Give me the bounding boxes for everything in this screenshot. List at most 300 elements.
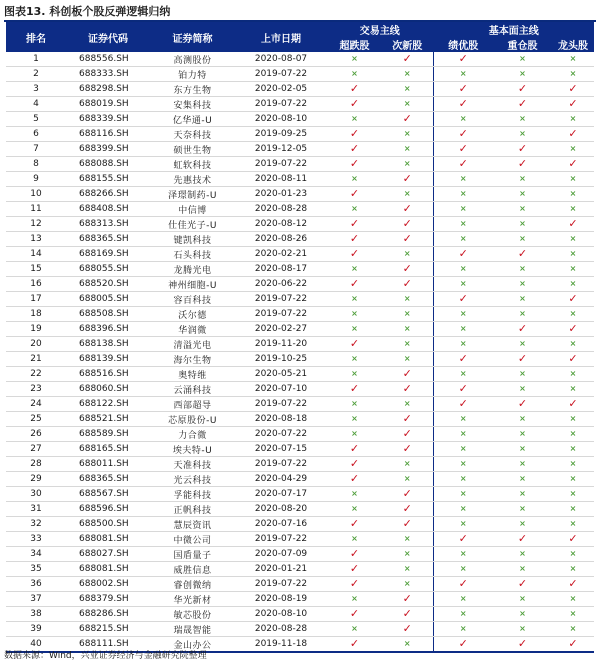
- rank-cell: 33: [6, 532, 66, 547]
- new-stock-cell: [382, 397, 433, 412]
- new-stock-cell: [382, 577, 433, 592]
- cross-icon: ×: [459, 339, 467, 348]
- rank-cell: 17: [6, 292, 66, 307]
- rank-cell: 2: [6, 67, 66, 82]
- performance-cell: [433, 142, 493, 157]
- cross-icon: ×: [403, 144, 411, 153]
- cross-icon: ×: [519, 624, 526, 633]
- oversold-cell: [327, 577, 382, 592]
- new-stock-cell: [382, 442, 433, 457]
- date-cell: 2020-07-10: [235, 382, 327, 397]
- code-cell: 688139.SH: [66, 352, 150, 367]
- cross-icon: ×: [519, 414, 526, 423]
- performance-cell: [433, 382, 493, 397]
- performance-cell: [433, 97, 493, 112]
- leader-cell: [552, 397, 594, 412]
- heavy-cell: [493, 427, 552, 442]
- oversold-cell: [327, 472, 382, 487]
- rank-cell: 10: [6, 187, 66, 202]
- new-stock-cell: [382, 382, 433, 397]
- oversold-cell: [327, 262, 382, 277]
- name-cell: 华润微: [150, 322, 235, 337]
- check-icon: ✓: [349, 127, 360, 140]
- heavy-cell: [493, 97, 552, 112]
- check-icon: ✓: [568, 322, 578, 335]
- date-cell: 2020-08-12: [235, 217, 327, 232]
- table-row: [6, 307, 594, 322]
- table-row: [6, 412, 594, 427]
- new-stock-cell: [382, 67, 433, 82]
- check-icon: ✓: [458, 382, 468, 395]
- cross-icon: ×: [351, 534, 358, 543]
- oversold-cell: [327, 97, 382, 112]
- check-icon: ✓: [458, 352, 468, 365]
- code-cell: 688060.SH: [66, 382, 150, 397]
- cross-icon: ×: [569, 429, 577, 438]
- header-row-top: [6, 22, 594, 37]
- rank-cell: 14: [6, 247, 66, 262]
- check-icon: ✓: [568, 217, 578, 230]
- heavy-cell: [493, 352, 552, 367]
- oversold-cell: [327, 547, 382, 562]
- check-icon: ✓: [568, 532, 578, 545]
- oversold-cell: [327, 352, 382, 367]
- leader-cell: [552, 217, 594, 232]
- leader-cell: [552, 202, 594, 217]
- oversold-cell: [327, 457, 382, 472]
- name-cell: 芯原股份-U: [150, 412, 235, 427]
- rank-cell: 16: [6, 277, 66, 292]
- name-cell: 石头科技: [150, 247, 235, 262]
- cross-icon: ×: [403, 549, 411, 558]
- performance-cell: [433, 322, 493, 337]
- check-icon: ✓: [402, 382, 412, 395]
- leader-cell: [552, 622, 594, 637]
- check-icon: ✓: [458, 577, 468, 590]
- performance-cell: [433, 277, 493, 292]
- new-stock-cell: [382, 247, 433, 262]
- source-note: 数据来源：Wind，兴业证券经济与金融研究院整理: [4, 651, 207, 661]
- performance-cell: [433, 352, 493, 367]
- date-cell: 2020-05-21: [235, 367, 327, 382]
- new-stock-cell: [382, 232, 433, 247]
- oversold-cell: [327, 592, 382, 607]
- new-stock-cell: [382, 487, 433, 502]
- rank-cell: 24: [6, 397, 66, 412]
- code-cell: 688081.SH: [66, 532, 150, 547]
- new-stock-cell: [382, 142, 433, 157]
- leader-cell: [552, 262, 594, 277]
- check-icon: ✓: [458, 157, 468, 170]
- check-icon: ✓: [402, 607, 412, 620]
- cross-icon: ×: [403, 639, 411, 648]
- cross-icon: ×: [459, 264, 467, 273]
- check-icon: ✓: [517, 247, 528, 260]
- cross-icon: ×: [459, 624, 467, 633]
- heavy-cell: [493, 382, 552, 397]
- heavy-cell: [493, 502, 552, 517]
- oversold-cell: [327, 202, 382, 217]
- leader-cell: [552, 187, 594, 202]
- table-row: [6, 517, 594, 532]
- code-cell: 688005.SH: [66, 292, 150, 307]
- heavy-cell: [493, 637, 552, 653]
- cross-icon: ×: [403, 309, 411, 318]
- leader-cell: [552, 97, 594, 112]
- code-cell: 688215.SH: [66, 622, 150, 637]
- code-cell: 688556.SH: [66, 52, 150, 67]
- name-cell: 力合微: [150, 427, 235, 442]
- cross-icon: ×: [569, 549, 577, 558]
- performance-cell: [433, 607, 493, 622]
- leader-cell: [552, 322, 594, 337]
- leader-cell: [552, 172, 594, 187]
- name-cell: 亿华通-U: [150, 112, 235, 127]
- new-stock-cell: [382, 187, 433, 202]
- header-oversold: 超跌股: [327, 37, 382, 52]
- cross-icon: ×: [519, 489, 526, 498]
- oversold-cell: [327, 322, 382, 337]
- date-cell: 2019-12-05: [235, 142, 327, 157]
- cross-icon: ×: [569, 189, 577, 198]
- code-cell: 688111.SH: [66, 637, 150, 653]
- check-icon: ✓: [402, 52, 412, 65]
- name-cell: 高测股份: [150, 52, 235, 67]
- performance-cell: [433, 202, 493, 217]
- table-row: [6, 172, 594, 187]
- performance-cell: [433, 67, 493, 82]
- code-cell: 688596.SH: [66, 502, 150, 517]
- performance-cell: [433, 487, 493, 502]
- cross-icon: ×: [351, 429, 358, 438]
- table-row: [6, 502, 594, 517]
- rank-cell: 22: [6, 367, 66, 382]
- cross-icon: ×: [351, 204, 358, 213]
- header-new-stock: 次新股: [382, 37, 433, 52]
- check-icon: ✓: [349, 382, 360, 395]
- performance-cell: [433, 82, 493, 97]
- cross-icon: ×: [519, 189, 526, 198]
- table-row: [6, 97, 594, 112]
- rank-cell: 11: [6, 202, 66, 217]
- cross-icon: ×: [351, 504, 358, 513]
- rank-cell: 4: [6, 97, 66, 112]
- date-cell: 2020-08-20: [235, 502, 327, 517]
- heavy-cell: [493, 592, 552, 607]
- heavy-cell: [493, 487, 552, 502]
- cross-icon: ×: [459, 114, 467, 123]
- check-icon: ✓: [458, 292, 468, 305]
- cross-icon: ×: [351, 174, 358, 183]
- rank-cell: 23: [6, 382, 66, 397]
- cross-icon: ×: [403, 579, 411, 588]
- cross-icon: ×: [569, 174, 577, 183]
- rank-cell: 13: [6, 232, 66, 247]
- name-cell: 威胜信息: [150, 562, 235, 577]
- oversold-cell: [327, 307, 382, 322]
- cross-icon: ×: [459, 174, 467, 183]
- oversold-cell: [327, 247, 382, 262]
- table-row: [6, 382, 594, 397]
- rank-cell: 12: [6, 217, 66, 232]
- leader-cell: [552, 142, 594, 157]
- performance-cell: [433, 442, 493, 457]
- cross-icon: ×: [351, 294, 358, 303]
- heavy-cell: [493, 442, 552, 457]
- table-row: [6, 127, 594, 142]
- rank-cell: 34: [6, 547, 66, 562]
- code-cell: 688088.SH: [66, 157, 150, 172]
- code-cell: 688520.SH: [66, 277, 150, 292]
- cross-icon: ×: [403, 534, 411, 543]
- cross-icon: ×: [569, 54, 577, 63]
- heavy-cell: [493, 472, 552, 487]
- performance-cell: [433, 217, 493, 232]
- check-icon: ✓: [458, 532, 468, 545]
- date-cell: 2019-07-22: [235, 157, 327, 172]
- table-row: [6, 622, 594, 637]
- new-stock-cell: [382, 172, 433, 187]
- cross-icon: ×: [569, 309, 577, 318]
- cross-icon: ×: [569, 459, 577, 468]
- performance-cell: [433, 622, 493, 637]
- heavy-cell: [493, 292, 552, 307]
- cross-icon: ×: [519, 564, 526, 573]
- check-icon: ✓: [517, 157, 528, 170]
- check-icon: ✓: [568, 577, 578, 590]
- rank-cell: 6: [6, 127, 66, 142]
- check-icon: ✓: [517, 352, 528, 365]
- check-icon: ✓: [458, 97, 468, 110]
- cross-icon: ×: [519, 294, 526, 303]
- leader-cell: [552, 517, 594, 532]
- new-stock-cell: [382, 457, 433, 472]
- name-cell: 海尔生物: [150, 352, 235, 367]
- cross-icon: ×: [403, 99, 411, 108]
- name-cell: 东方生物: [150, 82, 235, 97]
- check-icon: ✓: [568, 157, 578, 170]
- heavy-cell: [493, 277, 552, 292]
- cross-icon: ×: [569, 609, 577, 618]
- rank-cell: 7: [6, 142, 66, 157]
- table-row: [6, 217, 594, 232]
- rank-cell: 36: [6, 577, 66, 592]
- code-cell: 688500.SH: [66, 517, 150, 532]
- table-row: [6, 322, 594, 337]
- date-cell: 2020-08-26: [235, 232, 327, 247]
- cross-icon: ×: [459, 204, 467, 213]
- leader-cell: [552, 442, 594, 457]
- name-cell: 龙腾光电: [150, 262, 235, 277]
- cross-icon: ×: [351, 414, 358, 423]
- check-icon: ✓: [517, 142, 528, 155]
- check-icon: ✓: [402, 412, 412, 425]
- new-stock-cell: [382, 112, 433, 127]
- oversold-cell: [327, 112, 382, 127]
- cross-icon: ×: [569, 489, 577, 498]
- code-cell: 688116.SH: [66, 127, 150, 142]
- check-icon: ✓: [349, 472, 360, 485]
- cross-icon: ×: [459, 279, 467, 288]
- cross-icon: ×: [351, 264, 358, 273]
- heavy-cell: [493, 307, 552, 322]
- cross-icon: ×: [569, 69, 577, 78]
- cross-icon: ×: [519, 204, 526, 213]
- name-cell: 键凯科技: [150, 232, 235, 247]
- cross-icon: ×: [403, 399, 411, 408]
- heavy-cell: [493, 517, 552, 532]
- cross-icon: ×: [459, 489, 467, 498]
- rank-cell: 5: [6, 112, 66, 127]
- date-cell: 2020-08-10: [235, 607, 327, 622]
- table-row: [6, 472, 594, 487]
- oversold-cell: [327, 517, 382, 532]
- code-cell: 688266.SH: [66, 187, 150, 202]
- cross-icon: ×: [519, 54, 526, 63]
- check-icon: ✓: [349, 562, 360, 575]
- new-stock-cell: [382, 607, 433, 622]
- table-row: [6, 187, 594, 202]
- cross-icon: ×: [459, 594, 467, 603]
- rank-cell: 30: [6, 487, 66, 502]
- table-row: [6, 367, 594, 382]
- leader-cell: [552, 502, 594, 517]
- new-stock-cell: [382, 547, 433, 562]
- date-cell: 2019-07-22: [235, 457, 327, 472]
- table-row: [6, 67, 594, 82]
- oversold-cell: [327, 487, 382, 502]
- rank-cell: 1: [6, 52, 66, 67]
- name-cell: 容百科技: [150, 292, 235, 307]
- code-cell: 688365.SH: [66, 472, 150, 487]
- code-cell: 688589.SH: [66, 427, 150, 442]
- code-cell: 688155.SH: [66, 172, 150, 187]
- cross-icon: ×: [519, 609, 526, 618]
- rank-cell: 39: [6, 622, 66, 637]
- cross-icon: ×: [403, 354, 411, 363]
- oversold-cell: [327, 502, 382, 517]
- cross-icon: ×: [459, 549, 467, 558]
- code-cell: 688019.SH: [66, 97, 150, 112]
- cross-icon: ×: [351, 489, 358, 498]
- code-cell: 688138.SH: [66, 337, 150, 352]
- check-icon: ✓: [402, 172, 412, 185]
- performance-cell: [433, 397, 493, 412]
- rank-cell: 35: [6, 562, 66, 577]
- name-cell: 慧辰资讯: [150, 517, 235, 532]
- name-cell: 华光新材: [150, 592, 235, 607]
- new-stock-cell: [382, 337, 433, 352]
- performance-cell: [433, 472, 493, 487]
- performance-cell: [433, 532, 493, 547]
- leader-cell: [552, 637, 594, 653]
- table-row: [6, 157, 594, 172]
- check-icon: ✓: [349, 517, 360, 530]
- cross-icon: ×: [569, 114, 577, 123]
- check-icon: ✓: [349, 457, 360, 470]
- name-cell: 中微公司: [150, 532, 235, 547]
- check-icon: ✓: [402, 502, 412, 515]
- cross-icon: ×: [351, 114, 358, 123]
- cross-icon: ×: [403, 189, 411, 198]
- header-rank: 排名: [6, 22, 66, 52]
- check-icon: ✓: [349, 232, 360, 245]
- cross-icon: ×: [459, 189, 467, 198]
- check-icon: ✓: [402, 622, 412, 635]
- performance-cell: [433, 427, 493, 442]
- leader-cell: [552, 157, 594, 172]
- check-icon: ✓: [458, 82, 468, 95]
- cross-icon: ×: [569, 564, 577, 573]
- leader-cell: [552, 382, 594, 397]
- leader-cell: [552, 352, 594, 367]
- name-cell: 光云科技: [150, 472, 235, 487]
- rank-cell: 32: [6, 517, 66, 532]
- new-stock-cell: [382, 637, 433, 653]
- check-icon: ✓: [458, 142, 468, 155]
- name-cell: 云涌科技: [150, 382, 235, 397]
- new-stock-cell: [382, 97, 433, 112]
- date-cell: 2020-06-22: [235, 277, 327, 292]
- code-cell: 688567.SH: [66, 487, 150, 502]
- cross-icon: ×: [351, 624, 358, 633]
- table-row: [6, 427, 594, 442]
- heavy-cell: [493, 607, 552, 622]
- performance-cell: [433, 367, 493, 382]
- table-row: [6, 232, 594, 247]
- name-cell: 清溢光电: [150, 337, 235, 352]
- leader-cell: [552, 112, 594, 127]
- check-icon: ✓: [517, 397, 528, 410]
- heavy-cell: [493, 157, 552, 172]
- cross-icon: ×: [569, 624, 577, 633]
- cross-icon: ×: [569, 594, 577, 603]
- leader-cell: [552, 427, 594, 442]
- performance-cell: [433, 157, 493, 172]
- heavy-cell: [493, 67, 552, 82]
- new-stock-cell: [382, 217, 433, 232]
- rank-cell: 37: [6, 592, 66, 607]
- new-stock-cell: [382, 82, 433, 97]
- name-cell: 埃夫特-U: [150, 442, 235, 457]
- name-cell: 沃尔德: [150, 307, 235, 322]
- new-stock-cell: [382, 532, 433, 547]
- new-stock-cell: [382, 517, 433, 532]
- code-cell: 688408.SH: [66, 202, 150, 217]
- heavy-cell: [493, 127, 552, 142]
- performance-cell: [433, 247, 493, 262]
- rebound-logic-table: [6, 22, 594, 653]
- date-cell: 2020-01-21: [235, 562, 327, 577]
- cross-icon: ×: [519, 549, 526, 558]
- code-cell: 688339.SH: [66, 112, 150, 127]
- table-row: [6, 397, 594, 412]
- check-icon: ✓: [402, 262, 412, 275]
- oversold-cell: [327, 607, 382, 622]
- performance-cell: [433, 412, 493, 427]
- cross-icon: ×: [459, 519, 467, 528]
- rank-cell: 26: [6, 427, 66, 442]
- cross-icon: ×: [459, 324, 467, 333]
- leader-cell: [552, 52, 594, 67]
- cross-icon: ×: [519, 339, 526, 348]
- heavy-cell: [493, 412, 552, 427]
- name-cell: 瑞晟智能: [150, 622, 235, 637]
- cross-icon: ×: [459, 609, 467, 618]
- check-icon: ✓: [402, 112, 412, 125]
- cross-icon: ×: [519, 69, 526, 78]
- heavy-cell: [493, 187, 552, 202]
